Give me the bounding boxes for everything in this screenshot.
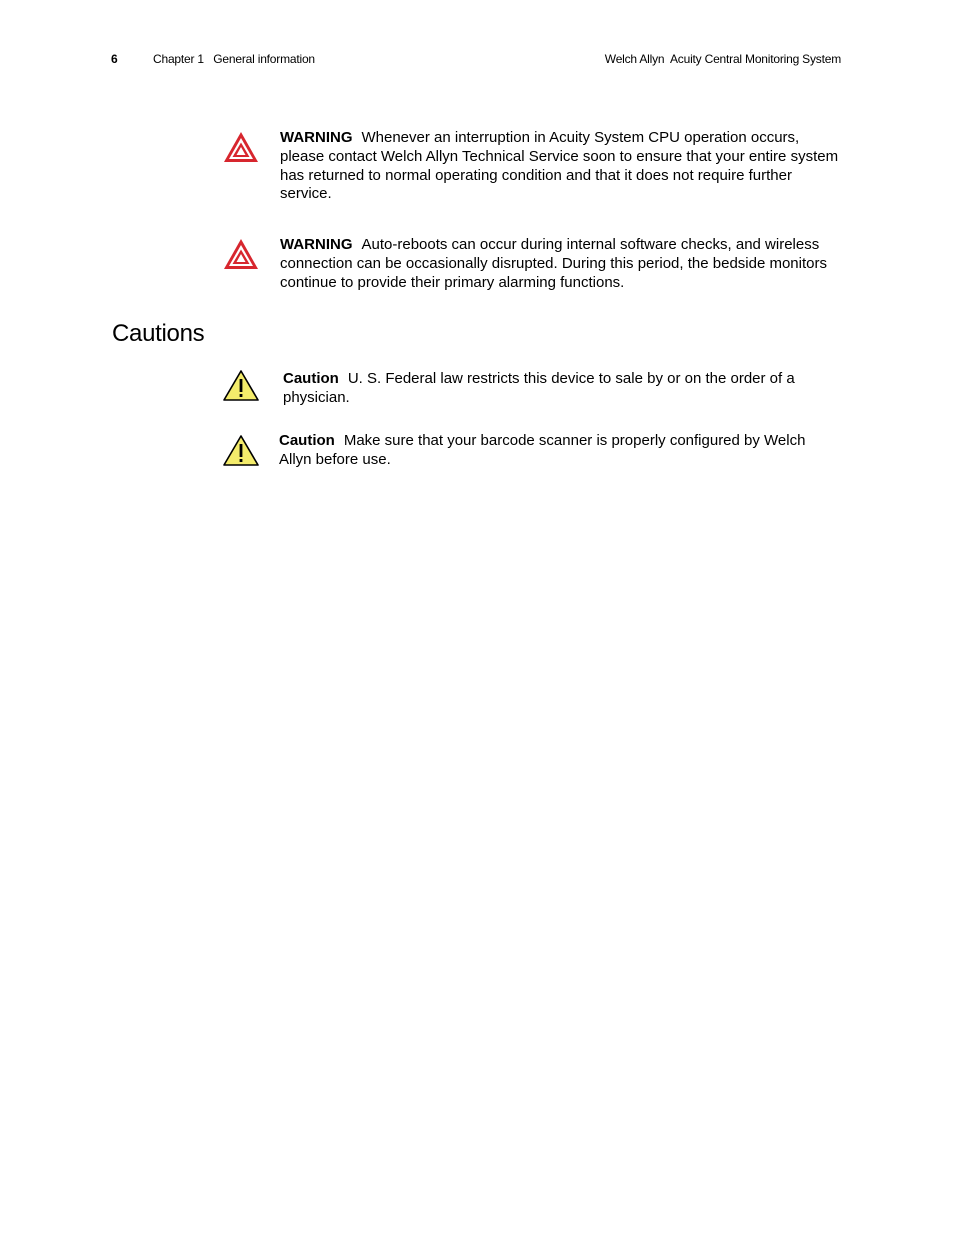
caution-text-block bbox=[279, 432, 841, 470]
caution-text-block bbox=[283, 370, 845, 408]
document-title: Welch Allyn Acuity Central Monitoring System bbox=[604, 52, 841, 66]
caution-label: Caution bbox=[283, 370, 339, 387]
caution-notice bbox=[222, 369, 842, 414]
warning-body: Auto-reboots can occur during internal software checks, and wireless connection can be occasionally disrupted. During this period, the bedside monitors continue to provide their primary alarming functions. bbox=[280, 236, 827, 291]
caution-notice bbox=[222, 434, 842, 479]
warning-notice bbox=[222, 237, 842, 297]
caution-body: U. S. Federal law restricts this device to sale by or on the order of a physician. bbox=[283, 370, 795, 406]
warning-text-block bbox=[280, 236, 842, 292]
warning-triangle-icon bbox=[222, 130, 260, 164]
caution-label: Caution bbox=[279, 432, 335, 449]
warning-notice bbox=[222, 130, 842, 210]
warning-label: WARNING bbox=[280, 236, 353, 253]
warning-label: WARNING bbox=[280, 129, 353, 146]
caution-body: Make sure that your barcode scanner is properly configured by Welch Allyn before use. bbox=[279, 432, 806, 468]
cautions-heading: Cautions bbox=[112, 320, 205, 347]
chapter-label: Chapter 1 General information bbox=[153, 52, 315, 66]
caution-exclamation-icon bbox=[222, 369, 260, 403]
page-number: 6 bbox=[111, 52, 118, 66]
page-header bbox=[111, 52, 841, 70]
warning-body: Whenever an interruption in Acuity System CPU operation occurs, please contact Welch Allyn Technical Service soon to ensure that your entire system has returned to normal operating condition and that it does not require further service. bbox=[280, 129, 839, 203]
caution-exclamation-icon bbox=[222, 434, 260, 468]
warning-text-block bbox=[280, 129, 842, 204]
warning-triangle-icon bbox=[222, 237, 260, 271]
